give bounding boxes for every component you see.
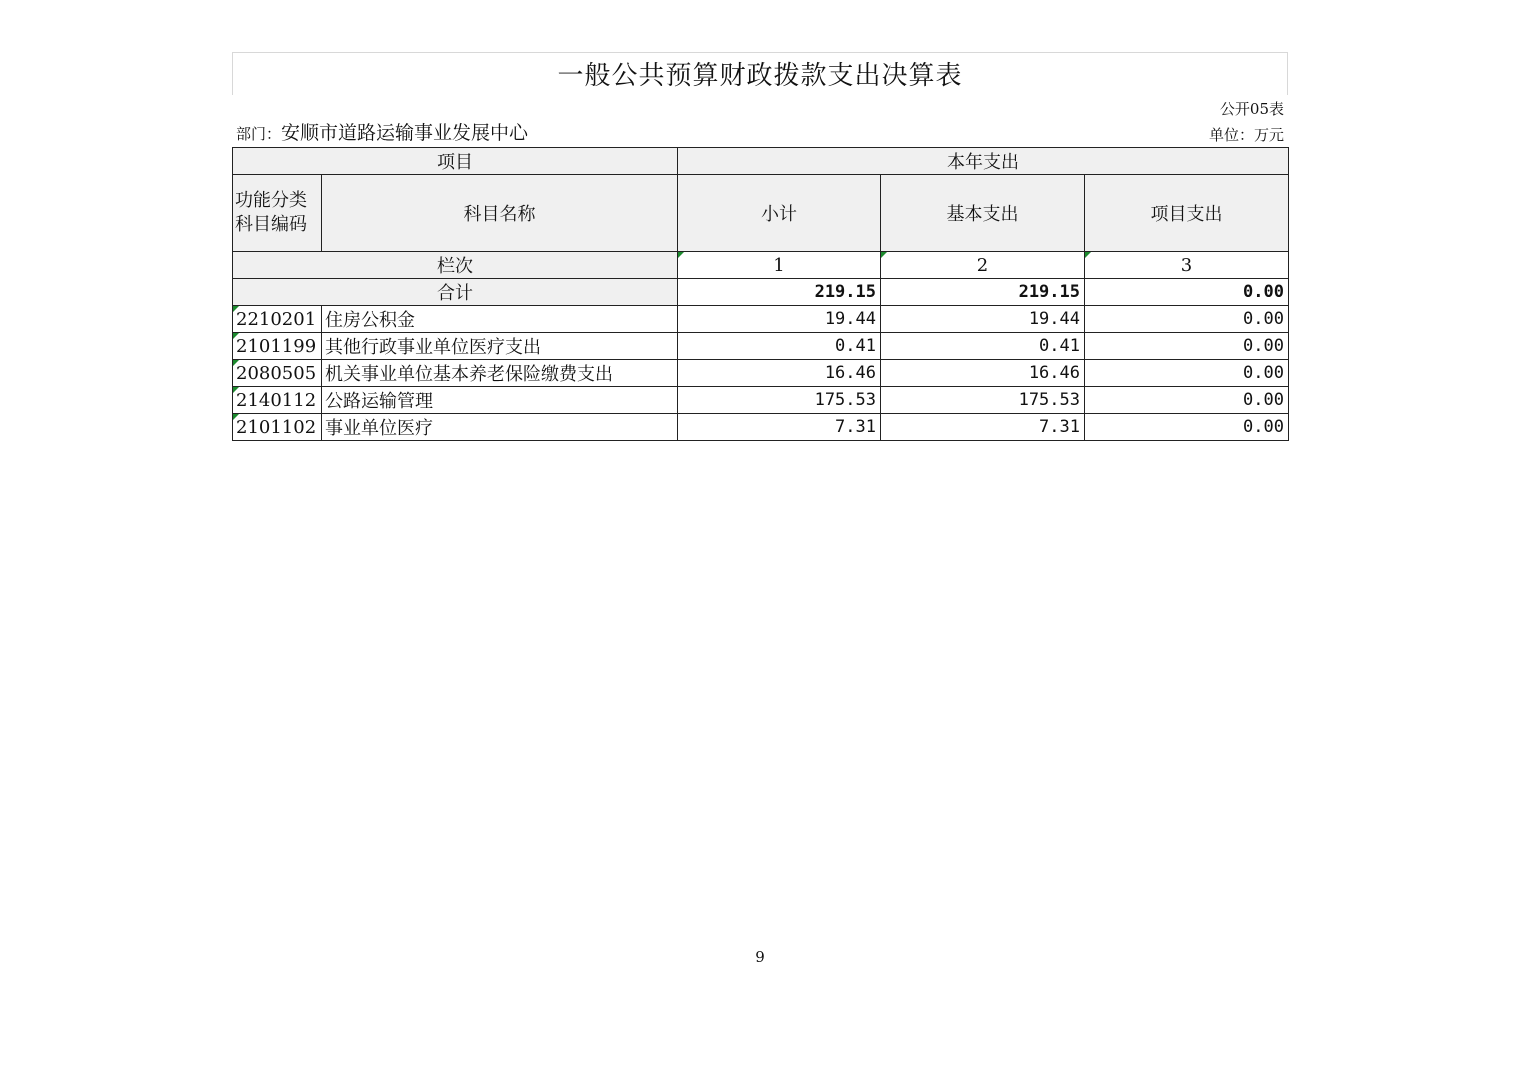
column-index-2: 2 bbox=[881, 252, 1085, 279]
header-current-year-expense: 本年支出 bbox=[678, 148, 1289, 175]
table-row bbox=[233, 306, 1289, 333]
row-project: 0.00 bbox=[1085, 333, 1289, 360]
row-subtotal: 175.53 bbox=[678, 387, 881, 414]
total-basic: 219.15 bbox=[881, 279, 1085, 306]
row-code: 2101102 bbox=[233, 414, 322, 441]
row-project: 0.00 bbox=[1085, 306, 1289, 333]
header-basic-expense: 基本支出 bbox=[881, 175, 1085, 252]
report-title: 一般公共预算财政拨款支出决算表 bbox=[232, 52, 1288, 95]
row-code: 2080505 bbox=[233, 360, 322, 387]
row-name: 住房公积金 bbox=[322, 306, 678, 333]
column-index-3: 3 bbox=[1085, 252, 1289, 279]
row-name: 机关事业单位基本养老保险缴费支出 bbox=[322, 360, 678, 387]
row-basic: 19.44 bbox=[881, 306, 1085, 333]
row-code: 2101199 bbox=[233, 333, 322, 360]
row-code: 2210201 bbox=[233, 306, 322, 333]
row-subtotal: 0.41 bbox=[678, 333, 881, 360]
total-row bbox=[233, 279, 1289, 306]
unit-label: 单位：万元 bbox=[1208, 126, 1284, 144]
department bbox=[236, 118, 528, 145]
department-name: 安顺市道路运输事业发展中心 bbox=[281, 122, 529, 144]
row-basic: 0.41 bbox=[881, 333, 1085, 360]
meta-row bbox=[232, 121, 1288, 147]
table-row bbox=[233, 360, 1289, 387]
table-row bbox=[233, 333, 1289, 360]
form-number: 公开05表 bbox=[1219, 100, 1284, 118]
column-index-1: 1 bbox=[678, 252, 881, 279]
header-subtotal: 小计 bbox=[678, 175, 881, 252]
row-name: 其他行政事业单位医疗支出 bbox=[322, 333, 678, 360]
report-sheet bbox=[232, 52, 1288, 441]
row-basic: 175.53 bbox=[881, 387, 1085, 414]
header-column-index: 栏次 bbox=[233, 252, 678, 279]
row-subtotal: 19.44 bbox=[678, 306, 881, 333]
table-row bbox=[233, 414, 1289, 441]
row-project: 0.00 bbox=[1085, 414, 1289, 441]
row-basic: 16.46 bbox=[881, 360, 1085, 387]
row-name: 公路运输管理 bbox=[322, 387, 678, 414]
row-project: 0.00 bbox=[1085, 360, 1289, 387]
table-row bbox=[233, 387, 1289, 414]
department-label: 部门： bbox=[236, 125, 282, 143]
row-name: 事业单位医疗 bbox=[322, 414, 678, 441]
expense-table bbox=[232, 147, 1289, 441]
total-subtotal: 219.15 bbox=[678, 279, 881, 306]
header-project: 项目 bbox=[233, 148, 678, 175]
row-subtotal: 7.31 bbox=[678, 414, 881, 441]
header-code: 功能分类科目编码 bbox=[233, 175, 322, 252]
row-subtotal: 16.46 bbox=[678, 360, 881, 387]
row-project: 0.00 bbox=[1085, 387, 1289, 414]
total-label: 合计 bbox=[233, 279, 678, 306]
total-project: 0.00 bbox=[1085, 279, 1289, 306]
header-subject-name: 科目名称 bbox=[322, 175, 678, 252]
header-row-1 bbox=[233, 148, 1289, 175]
header-project-expense: 项目支出 bbox=[1085, 175, 1289, 252]
header-row-2 bbox=[233, 175, 1289, 252]
page-number: 9 bbox=[755, 948, 765, 966]
row-code: 2140112 bbox=[233, 387, 322, 414]
header-row-index bbox=[233, 252, 1289, 279]
row-basic: 7.31 bbox=[881, 414, 1085, 441]
